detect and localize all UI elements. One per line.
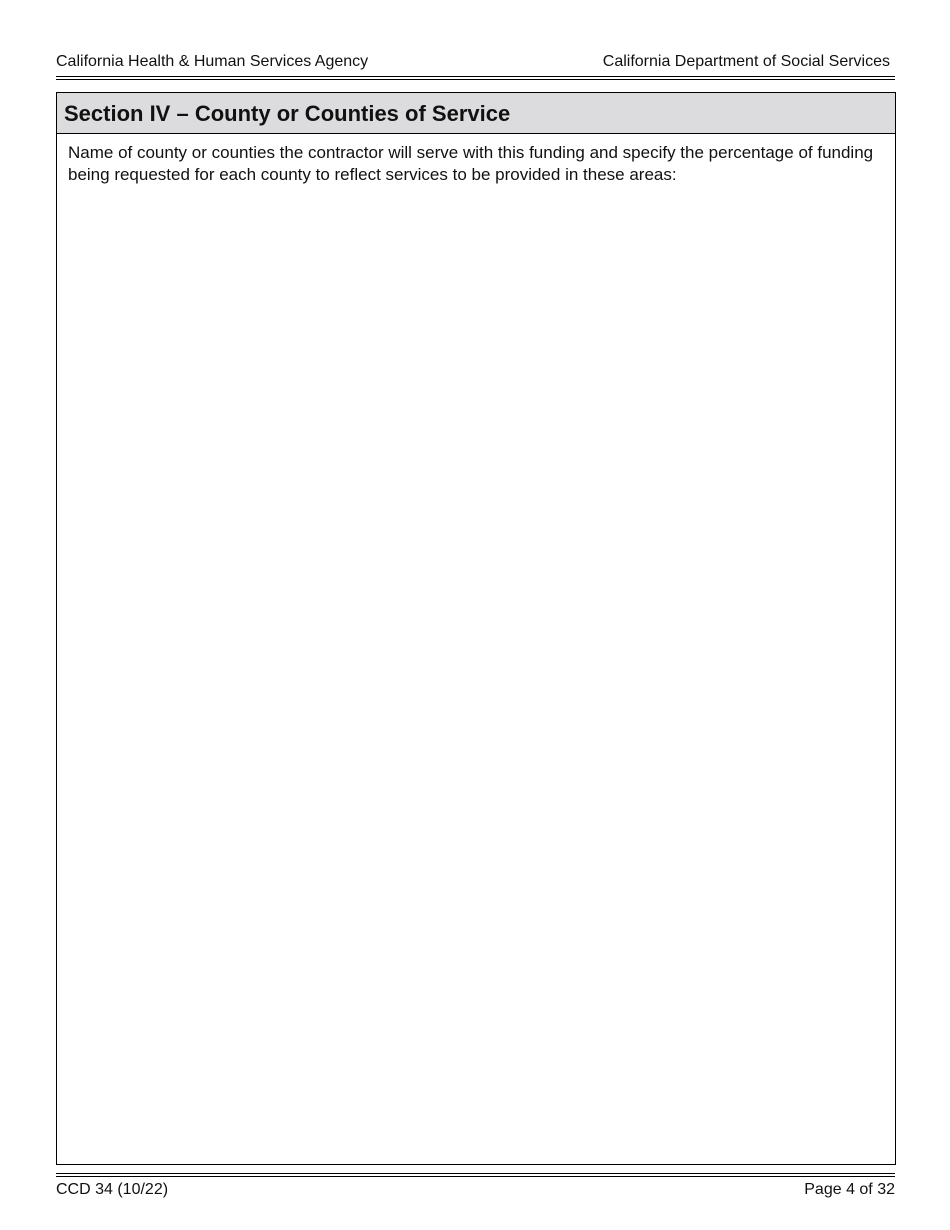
- agency-name: California Health & Human Services Agency: [56, 53, 369, 70]
- form-id: CCD 34 (10/22): [56, 1181, 169, 1198]
- section-body: [57, 134, 895, 186]
- page-header: [56, 52, 890, 76]
- section-title-bar: [57, 93, 895, 134]
- footer-divider: [56, 1173, 895, 1177]
- page-number: Page 4 of 32: [804, 1181, 895, 1198]
- section-iv-box: [56, 92, 896, 1165]
- department-name: California Department of Social Services: [602, 53, 890, 70]
- header-divider: [56, 76, 895, 80]
- page-footer: [56, 1180, 895, 1202]
- section-instructions: Name of county or counties the contractor will serve with this funding and specify the percentage of funding being requested for each county to reflect services to be provided in these areas:: [68, 143, 874, 184]
- section-title: Section IV – County or Counties of Service: [64, 101, 511, 126]
- county-response-field[interactable]: [57, 193, 895, 1164]
